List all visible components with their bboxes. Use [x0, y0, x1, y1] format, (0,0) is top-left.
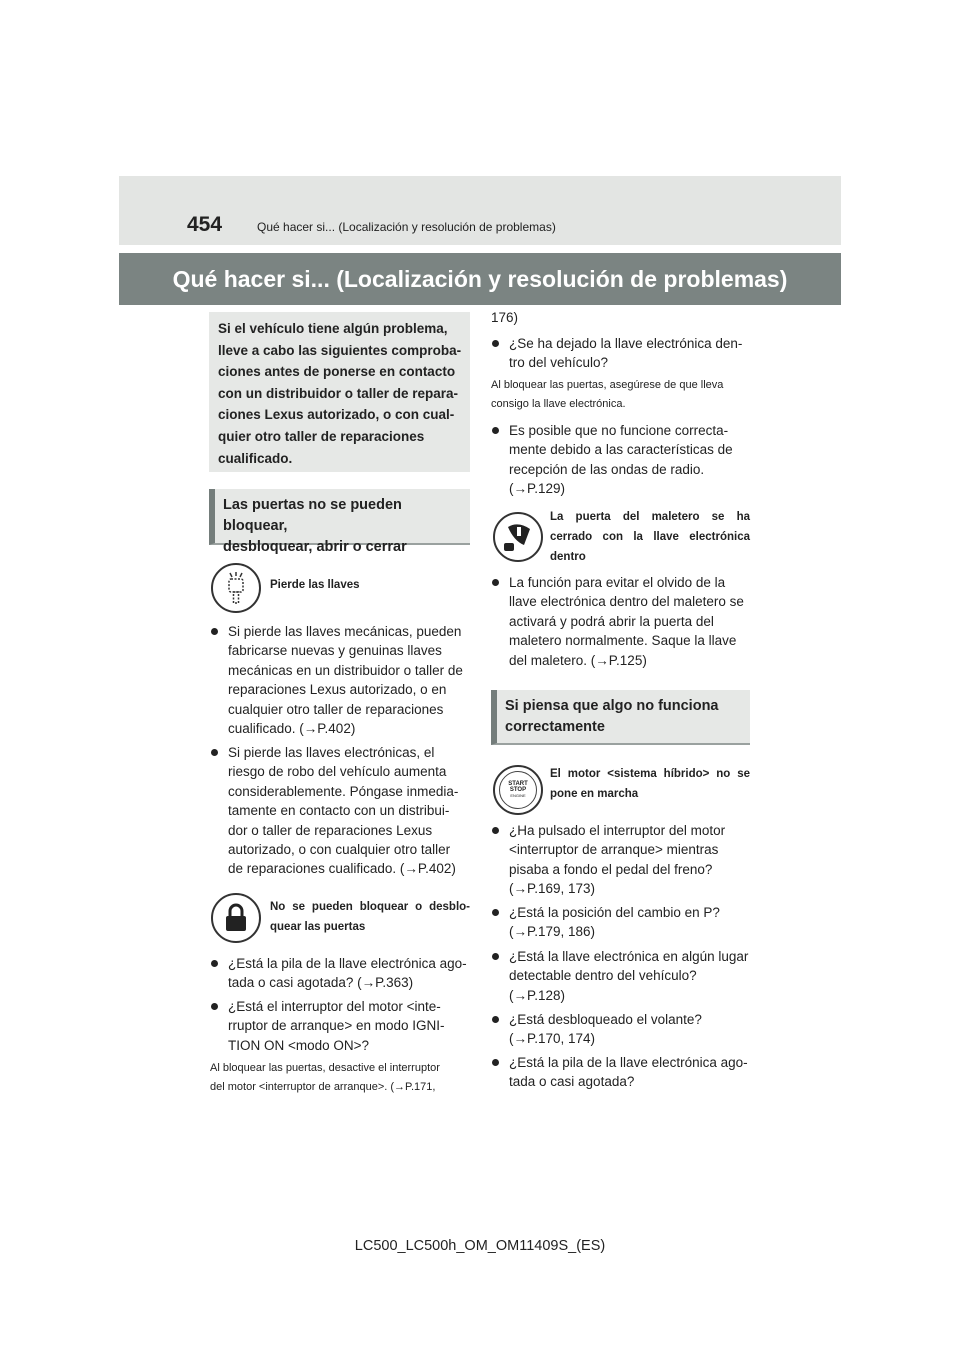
list-item: ¿Está la pila de la llave electrónica ago- tada o casi agotada?	[509, 1053, 748, 1092]
trunk-label: La puerta del maletero se ha cerrado con la llave electrónica dentro	[550, 511, 750, 563]
trunk-key-icon	[493, 512, 543, 562]
bullet-dot	[492, 579, 499, 586]
bullet-dot	[492, 427, 499, 434]
continuation-text: 176)	[491, 310, 519, 325]
bullet-dot	[492, 827, 499, 834]
list-item: La función para evitar el olvido de la llave electrónica dentro del maletero se activará y podrá abrir la puerta del maletero normalmente. Saque la llave del maletero. (→P.125)	[509, 573, 744, 670]
key-icon	[211, 563, 261, 613]
start-stop-button-icon	[493, 765, 543, 815]
list-item: ¿Está desbloqueado el volante? (→P.170, 174)	[509, 1010, 702, 1049]
list-item: ¿Está la posición del cambio en P? (→P.179, 186)	[509, 903, 720, 942]
section-malfunction: Si piensa que algo no funciona correctamente	[491, 690, 750, 745]
section-doors: Las puertas no se pueden bloquear, desbloquear, abrir o cerrar	[209, 489, 470, 545]
list-item: ¿Se ha dejado la llave electrónica den- tro del vehículo?	[509, 334, 742, 373]
lock-icon	[211, 893, 261, 943]
document-code: LC500_LC500h_OM_OM11409S_(ES)	[354, 1238, 606, 1254]
list-item: ¿Está la llave electrónica en algún lugar detectable dentro del vehículo? (→P.128)	[509, 947, 748, 1005]
list-item: ¿Está el interruptor del motor <inte- rruptor de arranque> en modo IGNI- TION ON <modo ON>?	[228, 997, 445, 1055]
list-item: ¿Está la pila de la llave electrónica ago- tada o casi agotada? (→P.363)	[228, 954, 467, 993]
list-item: Es posible que no funcione correcta- mente debido a las características de recepción de las ondas de radio. (→P.129)	[509, 421, 733, 499]
lost-keys-label: Pierde las llaves	[270, 579, 360, 591]
bullet-dot	[211, 749, 218, 756]
note-text: Al bloquear las puertas, desactive el interruptor del motor <interruptor de arranque>. (→P.171,	[210, 1062, 440, 1093]
intro-box: Si el vehículo tiene algún problema, lleve a cabo las siguientes comproba- ciones antes de ponerse en contacto con un distribuidor o taller de repara- ciones Lexus autorizado, o con cual- quier otro taller de reparaciones cualificado.	[209, 312, 470, 472]
start-stop-inner: START STOP ENGINE	[499, 771, 537, 809]
bullet-dot	[492, 953, 499, 960]
chapter-banner: Qué hacer si... (Localización y resolución de problemas)	[119, 253, 841, 305]
bullet-dot	[211, 1003, 218, 1010]
engine-label: El motor <sistema híbrido> no se pone en marcha	[550, 768, 750, 800]
lock-label: No se pueden bloquear o desblo- quear las puertas	[270, 901, 470, 933]
bullet-dot	[492, 1016, 499, 1023]
header-title: Qué hacer si... (Localización y resolución de problemas)	[257, 220, 556, 234]
note-text: Al bloquear las puertas, asegúrese de que lleva consigo la llave electrónica.	[491, 379, 724, 410]
bullet-dot	[492, 340, 499, 347]
page-number: 454	[187, 213, 223, 236]
list-item: Si pierde las llaves mecánicas, pueden fabricarse nuevas y genuinas llaves mecánicas en un distribuidor o taller de reparaciones Lexus autorizado, o en cualquier otro taller de reparaciones cualificado. (→P.402)	[228, 622, 463, 738]
list-item: ¿Ha pulsado el interruptor del motor <interruptor de arranque> mientras pisaba a fondo el pedal del freno? (→P.169, 173)	[509, 821, 725, 899]
bullet-dot	[492, 909, 499, 916]
list-item: Si pierde las llaves electrónicas, el riesgo de robo del vehículo aumenta considerablemente. Póngase inmedia- tamente en contacto con un distribui- dor o taller de reparaciones Lexus autorizado, o con cualquier otro taller de reparaciones cualificado. (→P.402)	[228, 743, 458, 879]
bullet-dot	[492, 1059, 499, 1066]
bullet-dot	[211, 960, 218, 967]
bullet-dot	[211, 628, 218, 635]
page-header	[119, 176, 841, 245]
